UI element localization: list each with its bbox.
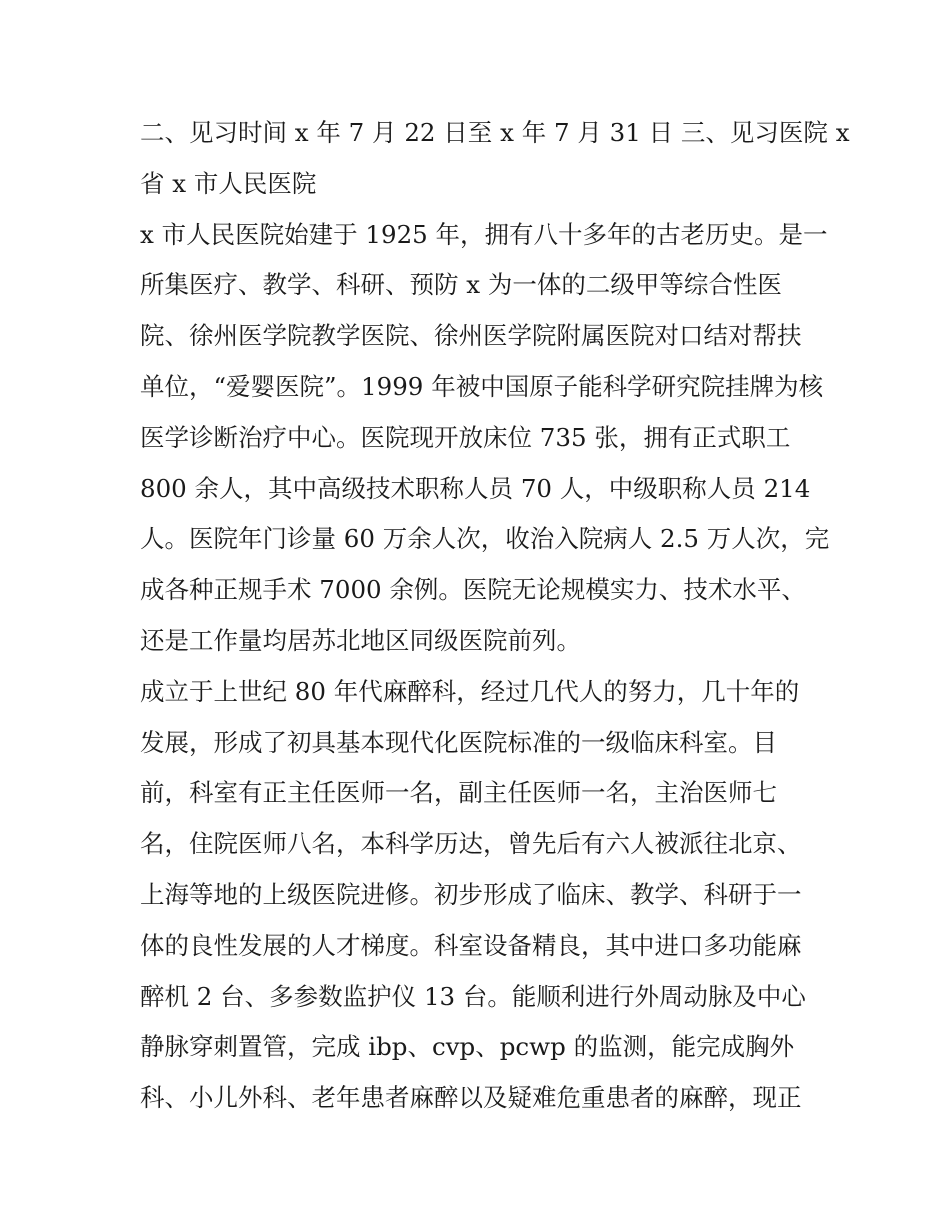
text-line: 醉机 2 台、多参数监护仪 13 台。能顺利进行外周动脉及中心 [140, 981, 806, 1011]
text-line: 医学诊断治疗中心。医院现开放床位 735 张，拥有正式职工 [140, 422, 791, 452]
text-line: 名，住院医师八名，本科学历达，曾先后有六人被派往北京、 [140, 829, 802, 859]
text-line: 二、见习时间 x 年 7 月 22 日至 x 年 7 月 31 日 三、见习医院 x [140, 118, 850, 147]
text-line: 院、徐州医学院教学医院、徐州医学院附属医院对口结对帮扶 [140, 321, 802, 351]
text-line: 前，科室有正主任医师一名，副主任医师一名，主治医师七 [140, 778, 777, 808]
text-line: x 市人民医院始建于 1925 年，拥有八十多年的古老历史。是一 [140, 219, 828, 249]
text-line: 体的良性发展的人才梯度。科室设备精良，其中进口多功能麻 [140, 930, 802, 960]
text-line: 单位，“爱婴医院”。1999 年被中国原子能科学研究院挂牌为核 [140, 371, 824, 401]
text-line: 发展，形成了初具基本现代化医院标准的一级临床科室。目 [140, 727, 777, 757]
text-line: 上海等地的上级医院进修。初步形成了临床、教学、科研于一 [140, 879, 802, 909]
text-line: 800 余人，其中高级技术职称人员 70 人，中级职称人员 214 [140, 473, 811, 503]
text-line: 成立于上世纪 80 年代麻醉科，经过几代人的努力，几十年的 [140, 676, 800, 706]
document-body [140, 108, 850, 1124]
text-line: 静脉穿刺置管，完成 ibp、cvp、pcwp 的监测，能完成胸外 [140, 1032, 795, 1062]
text-line: 所集医疗、教学、科研、预防 x 为一体的二级甲等综合性医 [140, 270, 782, 300]
text-line: 成各种正规手术 7000 余例。医院无论规模实力、技术水平、 [140, 575, 806, 605]
text-line: 人。医院年门诊量 60 万余人次，收治入院病人 2.5 万人次，完 [140, 524, 830, 554]
text-line: 省 x 市人民医院 [140, 168, 317, 198]
text-line: 科、小儿外科、老年患者麻醉以及疑难危重患者的麻醉，现正 [140, 1083, 802, 1113]
text-line: 还是工作量均居苏北地区同级医院前列。 [140, 625, 581, 655]
